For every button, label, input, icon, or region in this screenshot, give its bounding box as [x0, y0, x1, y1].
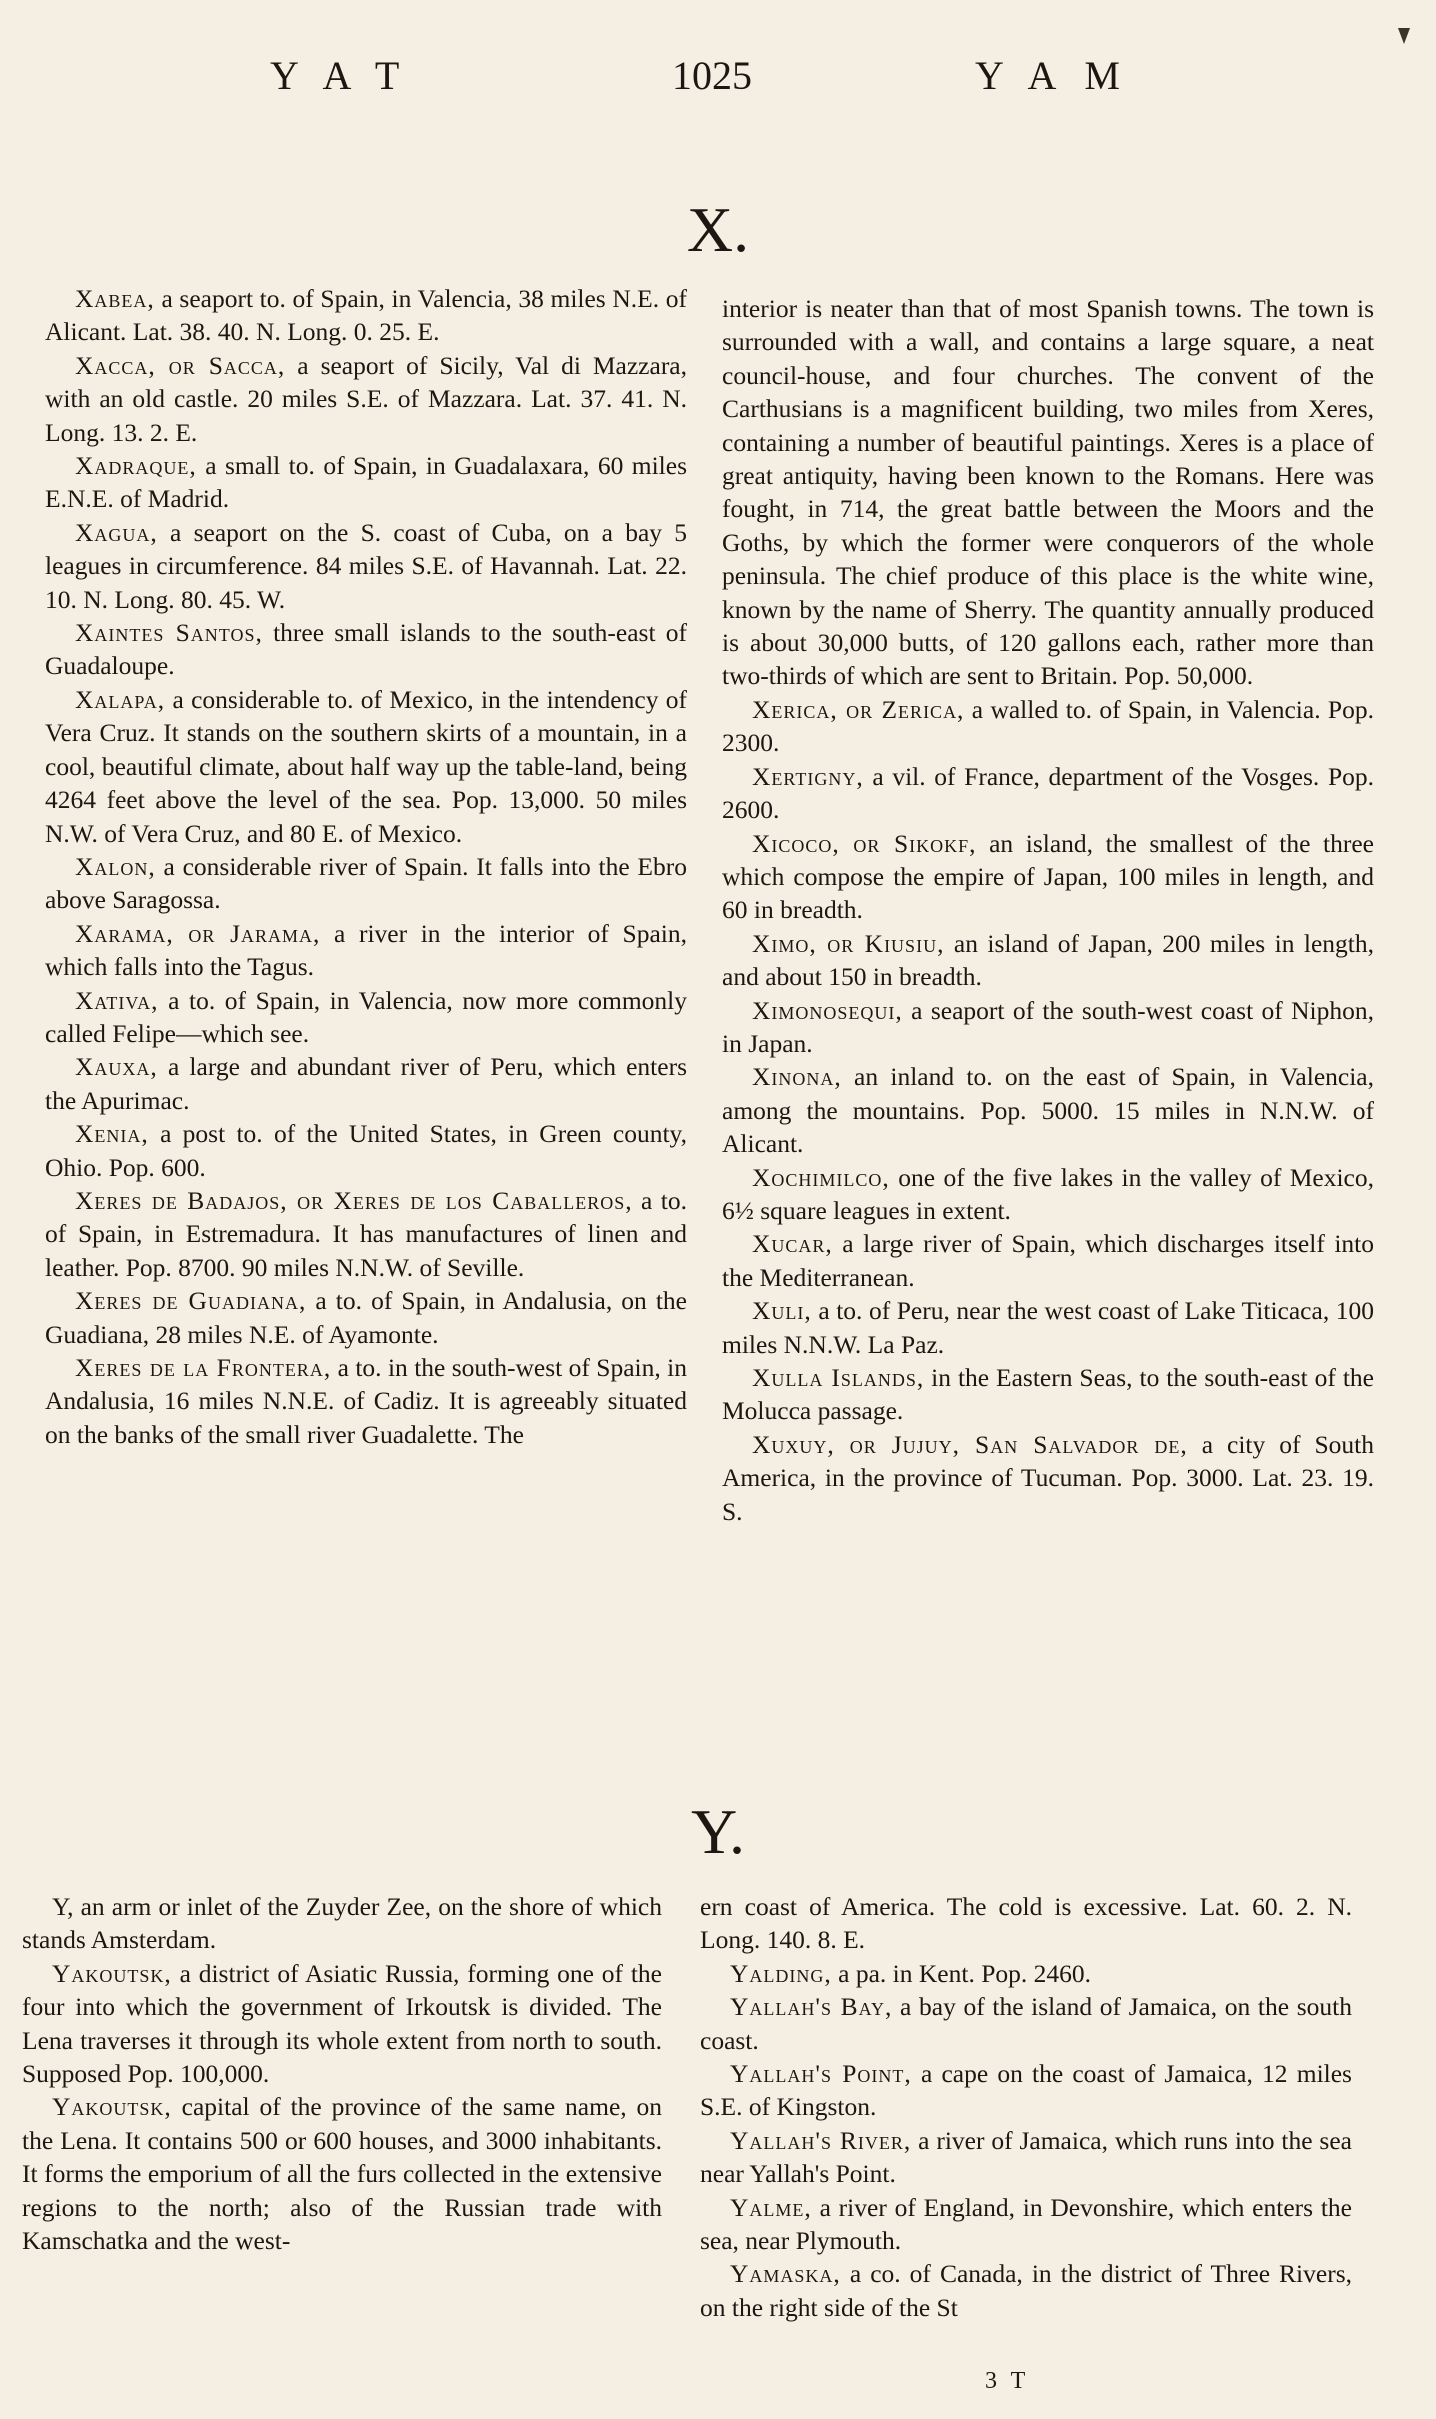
entry-text: a district of Asiatic Russia, forming one of the four into which the government of Irkoutsk is divided. The Lena traverses it through its whole extent from north to south. Supposed Pop. 100,000.	[22, 1958, 662, 2089]
entry-text: a pa. in Kent. Pop. 2460.	[831, 1958, 1092, 1988]
entry-headword: Xochimilco,	[752, 1162, 890, 1192]
entry-headword: Ximo, or Kiusiu,	[752, 928, 945, 958]
entry-headword: Xeres de Guadiana,	[75, 1286, 307, 1316]
entry-text: a to. of Spain, in Valencia, now more commonly called Felipe—which see.	[45, 985, 687, 1048]
gazetteer-entry	[722, 1227, 1374, 1294]
gazetteer-entry	[722, 292, 1374, 693]
entry-text: one of the five lakes in the valley of Mexico, 6½ square leagues in extent.	[722, 1162, 1374, 1225]
signature-mark: 3 T	[985, 2368, 1030, 2394]
gazetteer-entry	[22, 1957, 662, 2091]
entry-headword: Xagua,	[75, 517, 158, 547]
gazetteer-entry	[722, 693, 1374, 760]
entry-text: ern coast of America. The cold is excessive. Lat. 60. 2. N. Long. 140. 8. E.	[700, 1892, 1352, 1955]
entry-headword: Xalapa,	[75, 684, 166, 714]
entry-headword: Xarama, or Jarama,	[75, 918, 321, 948]
running-header	[0, 52, 1436, 102]
entry-text: a vil. of France, department of the Vosges. Pop. 2600.	[722, 761, 1374, 825]
gazetteer-entry	[45, 1117, 687, 1184]
entry-text: a to. of Spain, in Andalusia, on the Guadiana, 28 miles N.E. of Ayamonte.	[45, 1286, 687, 1349]
entry-headword: Xucar,	[752, 1229, 833, 1259]
entry-text: a to. of Peru, near the west coast of Lake Titicaca, 100 miles N.N.W. La Paz.	[722, 1296, 1374, 1359]
gazetteer-entry	[700, 2057, 1352, 2124]
gazetteer-entry	[45, 984, 687, 1051]
entry-text: a bay of the island of Jamaica, on the south coast.	[700, 1992, 1352, 2055]
entry-headword: Xuli,	[752, 1296, 812, 1326]
margin-mark	[1398, 28, 1410, 44]
column-y-left	[22, 1890, 662, 2257]
entry-headword: Xauxa,	[75, 1052, 158, 1082]
gazetteer-entry	[45, 1284, 687, 1351]
entry-text: an island, the smallest of the three which compose the empire of Japan, 100 miles in length, and 60 in breadth.	[722, 828, 1374, 925]
entry-headword: Xaintes Santos,	[75, 618, 263, 648]
entry-text: a river of Jamaica, which runs into the sea near Yallah's Point.	[700, 2125, 1352, 2189]
gazetteer-entry	[22, 1890, 662, 1957]
entry-headword: Xinona,	[752, 1062, 842, 1092]
gazetteer-entry	[45, 282, 687, 349]
entry-headword: Yallah's River,	[730, 2125, 912, 2155]
gazetteer-entry	[722, 1060, 1374, 1160]
gazetteer-entry	[45, 683, 687, 850]
entry-text: a small to. of Spain, in Guadalaxara, 60 miles E.N.E. of Madrid.	[45, 451, 687, 514]
entry-headword: Xuxuy, or Jujuy, San Salvador de,	[752, 1429, 1188, 1459]
entry-text: three small islands to the south-east of Guadaloupe.	[45, 618, 687, 681]
section-heading-y: Y.	[691, 1796, 745, 1867]
entry-text: a considerable river of Spain. It falls into the Ebro above Saragossa.	[45, 851, 687, 915]
entry-headword: Xicoco, or Sikokf,	[752, 828, 977, 858]
entry-headword: Xenia,	[75, 1119, 149, 1149]
gazetteer-entry	[722, 927, 1374, 994]
gazetteer-entry	[700, 1890, 1352, 1957]
column-x-left	[45, 282, 687, 1451]
entry-headword: Yallah's Point,	[730, 2059, 912, 2089]
entry-text: a seaport of the south-west coast of Niphon, in Japan.	[722, 995, 1374, 1058]
entry-text: a large and abundant river of Peru, which enters the Apurimac.	[45, 1052, 687, 1115]
entry-text: a post to. of the United States, in Green county, Ohio. Pop. 600.	[45, 1119, 687, 1182]
entry-text: interior is neater than that of most Spanish towns. The town is surrounded with a wall, and contains a large square, a neat council-house, and four churches. The convent of the Carthusians is a magnificent building, two miles from Xeres, containing a number of beautiful paintings. Xeres is a place of great antiquity, having been known to the Romans. Here was fought, in 714, the great battle between the Moors and the Goths, by which the former were conquerors of the whole peninsula. The chief produce of this place is the white wine, known by the name of Sherry. The quantity annually produced is about 30,000 butts, of 120 gallons each, rather more than two-thirds of which are sent to Britain. Pop. 50,000.	[722, 294, 1374, 691]
gazetteer-entry	[722, 1428, 1374, 1528]
entry-headword: Xabea,	[75, 284, 155, 313]
section-heading-x: X.	[686, 194, 750, 265]
gazetteer-entry	[700, 1990, 1352, 2057]
gazetteer-entry	[45, 616, 687, 683]
entry-text: a walled to. of Spain, in Valencia. Pop. 2300.	[722, 694, 1374, 758]
gazetteer-entry	[700, 1957, 1352, 1990]
entry-headword: Xativa,	[75, 985, 159, 1015]
entry-text: a to. of Spain, in Estremadura. It has manufactures of linen and leather. Pop. 8700. 90 miles N.N.W. of Seville.	[45, 1185, 687, 1282]
entry-text: an island of Japan, 200 miles in length, and about 150 in breadth.	[722, 928, 1374, 992]
gazetteer-entry	[722, 760, 1374, 827]
gazetteer-entry	[722, 1294, 1374, 1361]
entry-text: capital of the province of the same name, on the Lena. It contains 500 or 600 houses, and 3000 inhabitants. It forms the emporium of all the furs collected in the extensive regions to the north; also of the Russian trade with Kamschatka and the west-	[22, 2092, 662, 2256]
header-left-guide-word: YAT	[270, 53, 428, 98]
gazetteer-entry	[700, 2257, 1352, 2324]
entry-text: a to. in the south-west of Spain, in Andalusia, 16 miles N.N.E. of Cadiz. It is agreeably situated on the banks of the small river Guadalette. The	[45, 1353, 688, 1449]
entry-text: a river in the interior of Spain, which falls into the Tagus.	[45, 918, 687, 982]
gazetteer-entry	[700, 2124, 1352, 2191]
gazetteer-entry	[700, 2191, 1352, 2258]
entry-headword: Yakoutsk,	[52, 2092, 172, 2122]
gazetteer-entry	[722, 827, 1374, 927]
gazetteer-entry	[45, 1050, 687, 1117]
entry-text: a considerable to. of Mexico, in the intendency of Vera Cruz. It stands on the southern skirts of a mountain, in a cool, beautiful climate, about half way up the table-land, being 4264 feet above the level of the sea. Pop. 13,000. 50 miles N.W. of Vera Cruz, and 80 E. of Mexico.	[45, 684, 687, 848]
header-right-guide-word: YAM	[975, 53, 1148, 98]
gazetteer-entry	[722, 994, 1374, 1061]
entry-headword: Xacca, or Sacca,	[75, 350, 286, 380]
entry-text: a river of England, in Devonshire, which enters the sea, near Plymouth.	[700, 2192, 1352, 2256]
entry-headword: Yallah's Bay,	[730, 1992, 893, 2022]
gazetteer-entry	[22, 2090, 662, 2257]
gazetteer-entry	[45, 850, 687, 917]
entry-headword: Yakoutsk,	[52, 1958, 172, 1988]
gazetteer-entry	[45, 449, 687, 516]
gazetteer-entry	[45, 1351, 687, 1451]
entry-text: a large river of Spain, which discharges itself into the Mediterranean.	[722, 1229, 1374, 1292]
page-number: 1025	[672, 53, 752, 98]
column-y-right	[700, 1890, 1352, 2324]
column-x-right	[722, 292, 1374, 1528]
entry-headword: Xerica, or Zerica,	[752, 694, 965, 724]
gazetteer-entry	[45, 917, 687, 984]
entry-text: a seaport on the S. coast of Cuba, on a bay 5 leagues in circumference. 84 miles S.E. of Havannah. Lat. 22. 10. N. Long. 80. 45. W.	[45, 517, 687, 614]
gazetteer-entry	[722, 1361, 1374, 1428]
entry-text: a seaport of Sicily, Val di Mazzara, with an old castle. 20 miles S.E. of Mazzara. Lat. 37. 41. N. Long. 13. 2. E.	[45, 350, 687, 447]
entry-text: an inland to. on the east of Spain, in Valencia, among the mountains. Pop. 5000. 15 miles in N.N.W. of Alicant.	[722, 1062, 1374, 1159]
entry-headword: Xadraque,	[75, 451, 197, 481]
entry-headword: Yalme,	[730, 2192, 812, 2222]
gazetteer-entry	[722, 1161, 1374, 1228]
gazetteer-entry	[45, 516, 687, 616]
entry-headword: Xeres de la Frontera,	[75, 1353, 332, 1382]
entry-text: Y, an arm or inlet of the Zuyder Zee, on the shore of which stands Amsterdam.	[22, 1892, 662, 1955]
entry-text: a city of South America, in the province of Tucuman. Pop. 3000. Lat. 23. 19. S.	[722, 1429, 1374, 1526]
entry-headword: Xeres de Badajos, or Xeres de los Caballeros,	[75, 1185, 633, 1215]
entry-text: a cape on the coast of Jamaica, 12 miles S.E. of Kingston.	[700, 2059, 1352, 2122]
entry-headword: Xalon,	[75, 851, 156, 881]
entry-text: a seaport to. of Spain, in Valencia, 38 miles N.E. of Alicant. Lat. 38. 40. N. Long. 0. 25. E.	[45, 284, 687, 347]
entry-headword: Yamaska,	[730, 2259, 841, 2289]
gazetteer-entry	[45, 1184, 687, 1284]
entry-headword: Xertigny,	[752, 761, 864, 791]
gazetteer-entry	[45, 349, 687, 449]
entry-text: in the Eastern Seas, to the south-east of the Molucca passage.	[722, 1363, 1375, 1426]
entry-text: a co. of Canada, in the district of Three Rivers, on the right side of the St	[700, 2259, 1352, 2322]
entry-headword: Xulla Islands,	[752, 1363, 925, 1392]
entry-headword: Ximonosequi,	[752, 995, 903, 1025]
entry-headword: Yalding,	[730, 1958, 832, 1988]
